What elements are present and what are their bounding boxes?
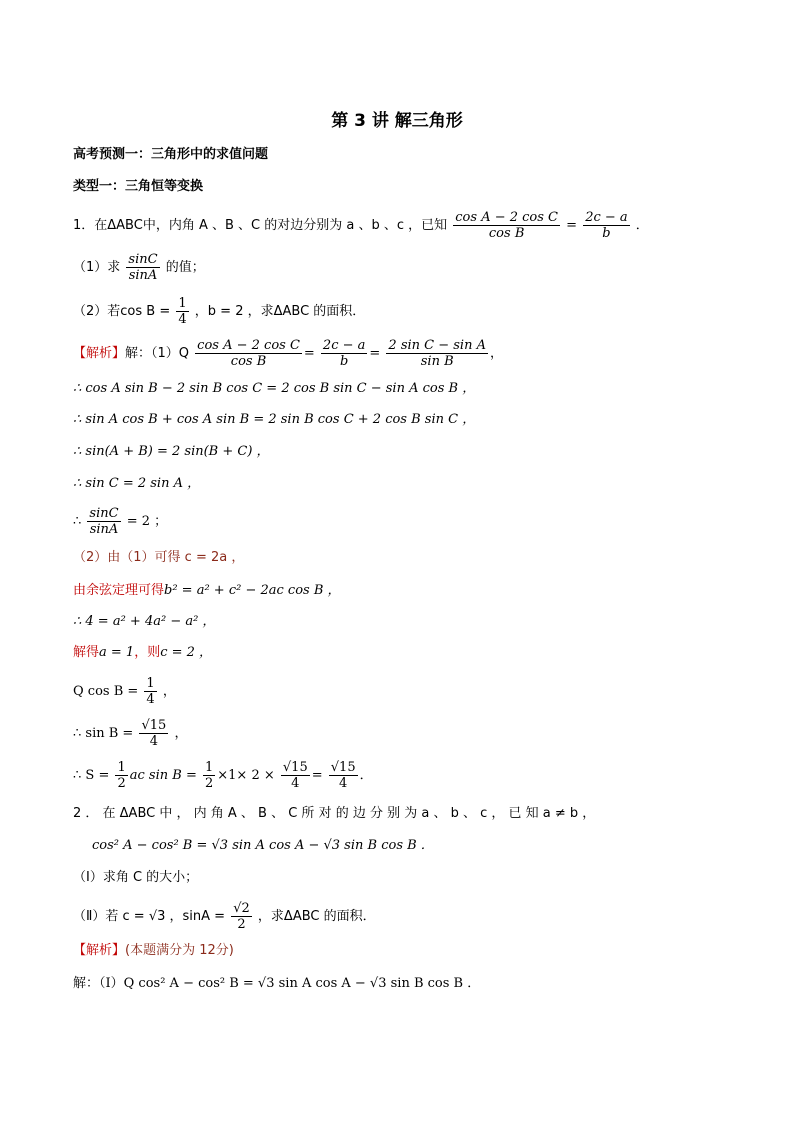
fraction: $\frac{√15}{4}$ xyxy=(282,760,308,791)
fraction: $\frac{\text{2 sin C − sin A}}{\text{sin B}}$ xyxy=(388,338,486,369)
solution-line: 解得a = 1，则c = 2 ， xyxy=(73,645,213,660)
solution-part-2: （2）由（1）可得 c = 2a ， xyxy=(73,550,245,565)
solution-line: ∴ S = $\frac{1}{2}$ ac sin B = $\frac{1}{2}$ ×1× 2 × $\frac{√15}{4}$ = $\frac{√15}{4}$ ． xyxy=(73,760,373,791)
problem-1-statement: 1．在ΔABC中，内角 A 、B 、C 的对边分别为 a 、b 、c ，已知 $\frac{\text{cos A − 2 cos C}}{\text{cos B}}$ = $\frac{2c - a}{b}$ ． xyxy=(73,210,649,241)
page-title: 第 3 讲 解三角形 xyxy=(331,111,463,131)
solution-line: ∴ $\frac{\sin C}{\sin A}$ = 2 ； xyxy=(73,506,168,537)
solution-line: ∴ 4 = a² + 4a² − a² ， xyxy=(73,614,216,629)
question-1-1: （1）求 $\frac{\sin C}{\sin A}$ 的值； xyxy=(73,252,205,283)
problem-2-condition: cos² A − cos² B = √3 sin A cos A − √3 sin B cos B ． xyxy=(92,838,434,853)
fraction: $\frac{\sin C}{\sin A}$ xyxy=(128,252,158,283)
fraction: $\frac{1}{2}$ xyxy=(204,760,214,791)
fraction: $\frac{√15}{4}$ xyxy=(141,718,167,749)
section-heading: 高考预测一：三角形中的求值问题 xyxy=(73,147,269,162)
fraction: $\frac{√15}{4}$ xyxy=(330,760,356,791)
solution-2-start: 解：（Ⅰ）Q cos² A − cos² B = √3 sin A cos A − √3 sin B cos B ． xyxy=(73,976,481,991)
fraction: $\frac{\text{cos A − 2 cos C}}{\text{cos B}}$ xyxy=(455,210,558,241)
solution-line: ∴ sin C = 2 sin A ， xyxy=(73,476,201,491)
question-2-2: （Ⅱ）若 c = √3 ，sinA = $\frac{√2}{2}$ ，求ΔABC 的面积． xyxy=(73,901,376,932)
problem-2-statement: 2 ． 在 ΔABC 中 ， 内 角 A 、 B 、 C 所 对 的 边 分 别 为 a 、 b 、 c ， 已 知 a ≠ b ， xyxy=(73,806,596,821)
fraction: $\frac{2c - a}{b}$ xyxy=(585,210,628,241)
fraction: $\frac{\text{cos A − 2 cos C}}{\text{cos B}}$ xyxy=(197,338,300,369)
fraction: $\frac{1}{4}$ xyxy=(178,296,187,327)
type-heading: 类型一：三角恒等变换 xyxy=(73,179,204,194)
question-1-2: （2）若cos B = $\frac{1}{4}$ ，b = 2 ，求ΔABC 的面积． xyxy=(73,296,366,327)
solution-line: ∴ sin(A + B) = 2 sin(B + C) ， xyxy=(73,444,270,459)
solution-line: Q cos B = $\frac{1}{4}$ ， xyxy=(73,676,176,707)
solution-label: 【解析】 xyxy=(73,346,126,361)
solution-2-label: 【解析】(本题满分为 12分) xyxy=(73,943,234,958)
fraction: $\frac{1}{4}$ xyxy=(146,676,155,707)
question-2-1: （Ⅰ）求角 C 的大小； xyxy=(73,870,199,885)
solution-1-start: 【解析】解：（1）Q $\frac{\text{cos A − 2 cos C}}{\text{cos B}}$ = $\frac{2c - a}{b}$ = $\frac{\text{2 sin C − sin A}}{\text{sin B}}$ ， xyxy=(73,338,504,369)
fraction: $\frac{1}{2}$ xyxy=(117,760,126,791)
solution-line: 由余弦定理可得b² = a² + c² − 2ac cos B ， xyxy=(73,583,341,598)
solution-line: ∴ sin A cos B + cos A sin B = 2 sin B cos C + 2 cos B sin C ， xyxy=(73,412,476,427)
solution-line: ∴ cos A sin B − 2 sin B cos C = 2 cos B sin C − sin A cos B ， xyxy=(73,381,476,396)
fraction: $\frac{√2}{2}$ xyxy=(233,901,250,932)
fraction: $\frac{\sin C}{\sin A}$ xyxy=(89,506,119,537)
fraction: $\frac{2c - a}{b}$ xyxy=(322,338,366,369)
solution-line: ∴ sin B = $\frac{√15}{4}$ ， xyxy=(73,718,188,749)
